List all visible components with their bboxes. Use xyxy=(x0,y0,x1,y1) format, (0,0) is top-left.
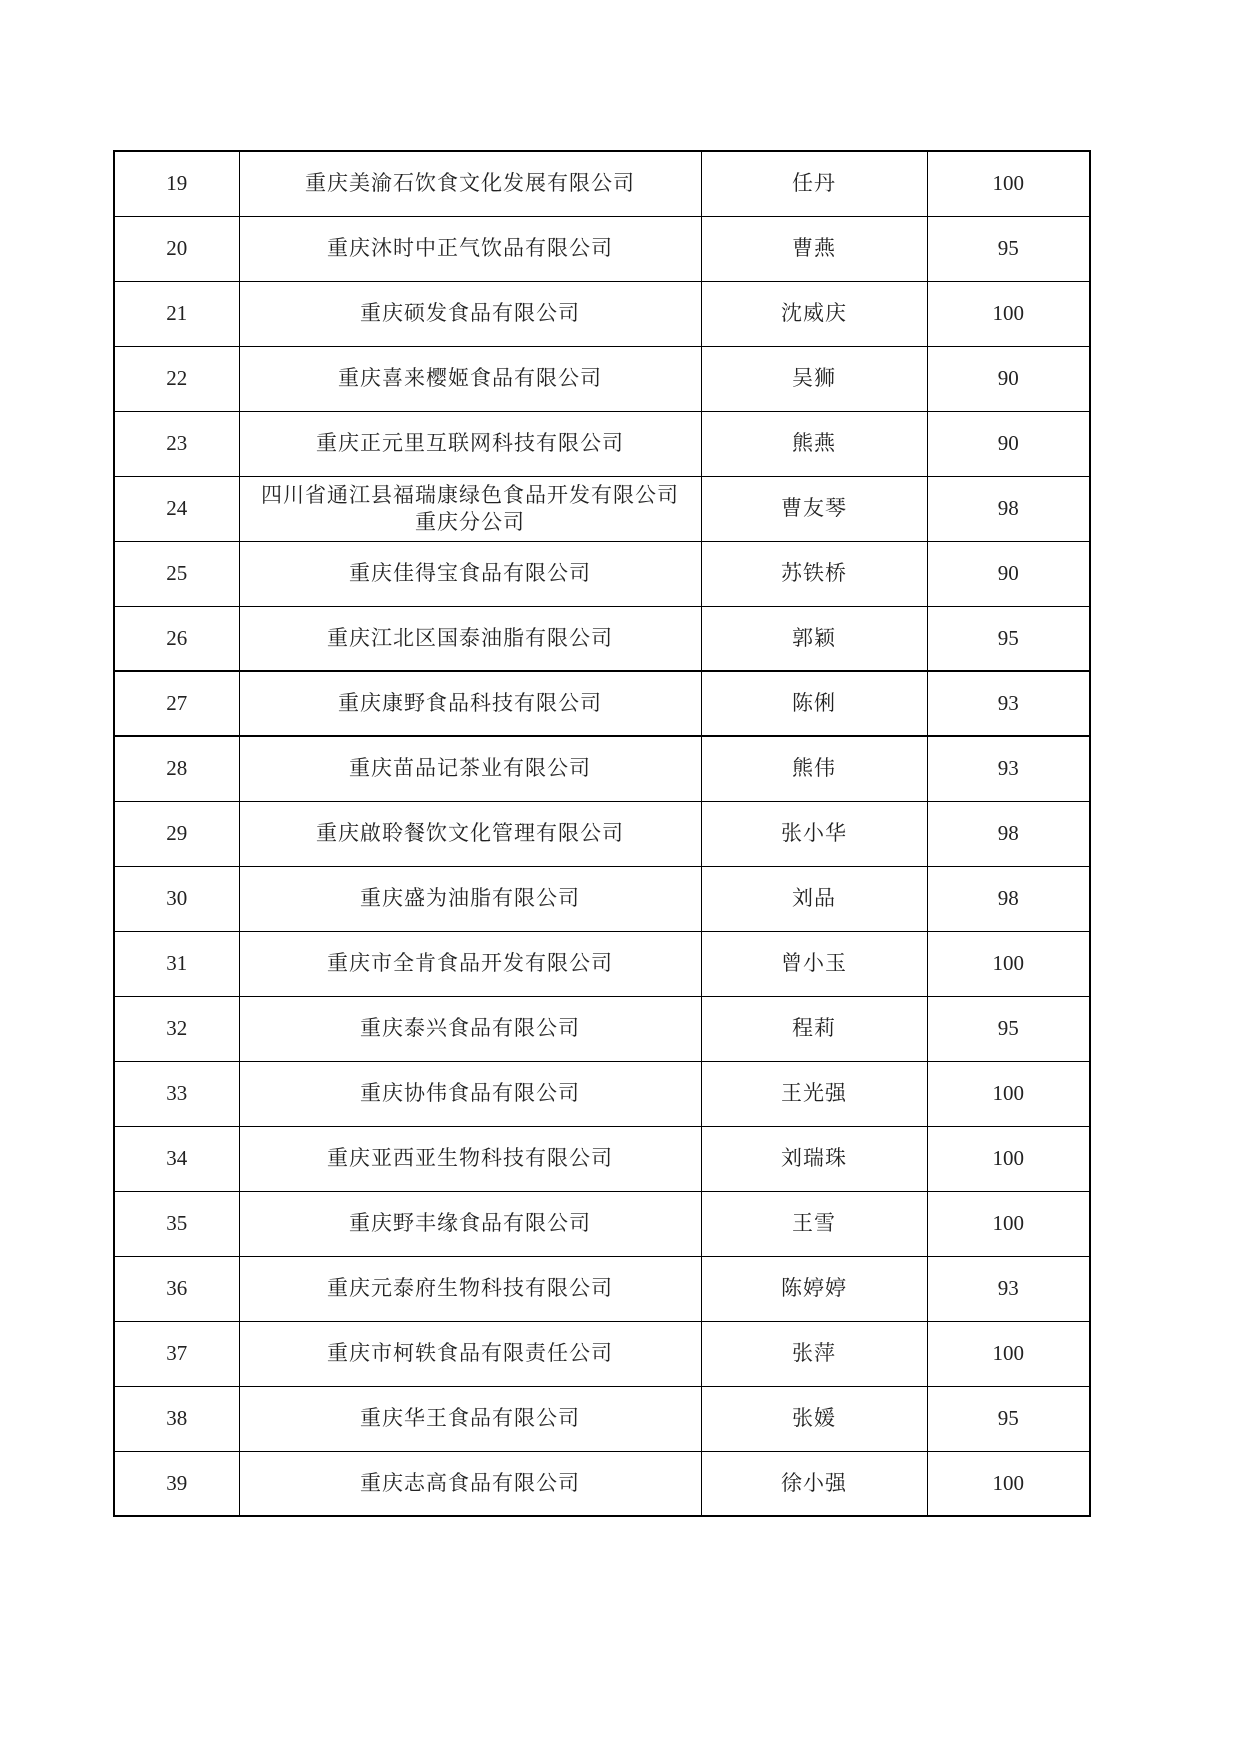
company-cell xyxy=(239,1451,701,1516)
company-name: 重庆美渝石饮食文化发展有限公司 xyxy=(305,171,635,196)
table-row xyxy=(114,346,1090,411)
table-row xyxy=(114,866,1090,931)
person-cell xyxy=(701,1451,927,1516)
row-number-cell xyxy=(114,346,239,411)
score-value: 100 xyxy=(992,1211,1024,1235)
score-cell xyxy=(927,476,1090,541)
roster-table xyxy=(113,150,1091,1517)
company-cell xyxy=(239,866,701,931)
company-cell xyxy=(239,931,701,996)
row-number-cell xyxy=(114,411,239,476)
score-cell xyxy=(927,736,1090,801)
person-name: 徐小强 xyxy=(781,1470,847,1495)
row-number: 35 xyxy=(166,1211,188,1235)
table-row xyxy=(114,606,1090,671)
score-value: 100 xyxy=(992,951,1024,975)
score-cell xyxy=(927,801,1090,866)
table-row xyxy=(114,151,1090,216)
person-cell xyxy=(701,996,927,1061)
person-cell xyxy=(701,476,927,541)
row-number-cell xyxy=(114,996,239,1061)
company-name: 重庆佳得宝食品有限公司 xyxy=(349,561,591,585)
company-name: 重庆协伟食品有限公司 xyxy=(360,1081,580,1105)
table-row xyxy=(114,931,1090,996)
score-value: 93 xyxy=(997,1276,1019,1300)
row-number: 22 xyxy=(166,366,188,390)
company-cell xyxy=(239,281,701,346)
score-value: 100 xyxy=(992,1146,1024,1170)
person-cell xyxy=(701,1386,927,1451)
row-number: 21 xyxy=(166,301,188,325)
person-name: 曹燕 xyxy=(792,236,836,260)
score-cell xyxy=(927,281,1090,346)
score-cell xyxy=(927,996,1090,1061)
person-name: 刘瑞珠 xyxy=(781,1146,847,1170)
table-row xyxy=(114,281,1090,346)
row-number-cell xyxy=(114,801,239,866)
score-value: 90 xyxy=(997,366,1019,390)
row-number: 25 xyxy=(166,561,188,585)
table-row xyxy=(114,996,1090,1061)
score-value: 98 xyxy=(997,821,1019,845)
row-number: 36 xyxy=(166,1276,188,1300)
row-number: 27 xyxy=(166,691,188,715)
company-name: 四川省通江县福瑞康绿色食品开发有限公司 xyxy=(261,482,679,507)
score-cell xyxy=(927,1126,1090,1191)
row-number: 37 xyxy=(166,1341,188,1365)
person-cell xyxy=(701,1256,927,1321)
table-row xyxy=(114,1191,1090,1256)
row-number-cell xyxy=(114,866,239,931)
person-cell xyxy=(701,1126,927,1191)
score-value: 93 xyxy=(997,691,1019,715)
company-cell xyxy=(239,1126,701,1191)
row-number-cell xyxy=(114,541,239,606)
person-name: 吴狮 xyxy=(792,366,836,390)
person-cell xyxy=(701,541,927,606)
company-name: 重庆啟聆餐饮文化管理有限公司 xyxy=(316,821,624,845)
person-name: 王雪 xyxy=(792,1211,836,1235)
score-value: 100 xyxy=(992,1341,1024,1365)
score-cell xyxy=(927,671,1090,736)
company-name: 重庆亚西亚生物科技有限公司 xyxy=(327,1146,613,1170)
row-number-cell xyxy=(114,476,239,541)
person-name: 曹友琴 xyxy=(781,496,847,520)
company-name: 重庆苗品记茶业有限公司 xyxy=(349,756,591,781)
row-number: 32 xyxy=(166,1016,188,1040)
person-cell xyxy=(701,1061,927,1126)
person-name: 张小华 xyxy=(781,821,847,845)
table-row xyxy=(114,216,1090,281)
company-name: 重庆野丰缘食品有限公司 xyxy=(349,1211,591,1235)
row-number-cell xyxy=(114,606,239,671)
score-cell xyxy=(927,1191,1090,1256)
person-cell xyxy=(701,866,927,931)
row-number-cell xyxy=(114,216,239,281)
row-number-cell xyxy=(114,1126,239,1191)
table-row xyxy=(114,476,1090,541)
row-number: 38 xyxy=(166,1406,188,1430)
row-number: 34 xyxy=(166,1146,188,1170)
table-row xyxy=(114,411,1090,476)
person-name: 陈俐 xyxy=(792,691,836,715)
score-cell xyxy=(927,411,1090,476)
person-name: 程莉 xyxy=(792,1016,836,1040)
person-cell xyxy=(701,931,927,996)
row-number: 39 xyxy=(166,1470,188,1495)
company-cell xyxy=(239,736,701,801)
row-number: 26 xyxy=(166,625,188,650)
company-name: 重庆泰兴食品有限公司 xyxy=(360,1016,580,1040)
person-cell xyxy=(701,801,927,866)
company-cell xyxy=(239,151,701,216)
score-cell xyxy=(927,216,1090,281)
company-name: 重庆正元里互联网科技有限公司 xyxy=(316,431,624,455)
company-name: 重庆元泰府生物科技有限公司 xyxy=(327,1276,613,1300)
company-cell xyxy=(239,801,701,866)
row-number-cell xyxy=(114,1386,239,1451)
person-cell xyxy=(701,151,927,216)
company-cell xyxy=(239,411,701,476)
person-name: 沈威庆 xyxy=(781,301,847,325)
company-name: 重庆志高食品有限公司 xyxy=(360,1470,580,1495)
company-name: 重庆喜来樱姬食品有限公司 xyxy=(338,366,602,390)
person-name: 张萍 xyxy=(792,1341,836,1365)
score-cell xyxy=(927,866,1090,931)
score-cell xyxy=(927,151,1090,216)
table-row xyxy=(114,1321,1090,1386)
company-cell xyxy=(239,1386,701,1451)
roster-table-body xyxy=(114,151,1090,1516)
score-value: 95 xyxy=(997,1016,1019,1040)
person-cell xyxy=(701,281,927,346)
score-cell xyxy=(927,1386,1090,1451)
row-number-cell xyxy=(114,671,239,736)
company-cell xyxy=(239,1061,701,1126)
company-name: 重庆康野食品科技有限公司 xyxy=(338,691,602,715)
row-number-cell xyxy=(114,1321,239,1386)
score-value: 100 xyxy=(992,171,1024,196)
row-number: 24 xyxy=(166,496,188,520)
table-row xyxy=(114,1061,1090,1126)
company-name: 重庆市柯轶食品有限责任公司 xyxy=(327,1341,613,1365)
person-name: 任丹 xyxy=(792,171,836,196)
row-number-cell xyxy=(114,1451,239,1516)
table-row xyxy=(114,1256,1090,1321)
company-name: 重庆沐时中正气饮品有限公司 xyxy=(327,236,613,260)
company-name: 重庆市全肯食品开发有限公司 xyxy=(327,951,613,975)
row-number: 29 xyxy=(166,821,188,845)
person-cell xyxy=(701,606,927,671)
row-number-cell xyxy=(114,931,239,996)
score-value: 100 xyxy=(992,1081,1024,1105)
table-row xyxy=(114,671,1090,736)
person-name: 张媛 xyxy=(792,1406,836,1430)
person-cell xyxy=(701,411,927,476)
table-row xyxy=(114,1451,1090,1516)
score-value: 93 xyxy=(997,756,1019,781)
score-cell xyxy=(927,1061,1090,1126)
score-value: 95 xyxy=(997,625,1019,650)
person-cell xyxy=(701,346,927,411)
person-name: 刘品 xyxy=(792,886,836,910)
person-name: 熊燕 xyxy=(792,431,836,455)
score-value: 100 xyxy=(992,1470,1024,1495)
score-cell xyxy=(927,606,1090,671)
person-cell xyxy=(701,736,927,801)
score-value: 95 xyxy=(997,1406,1019,1430)
person-cell xyxy=(701,216,927,281)
person-name: 陈婷婷 xyxy=(781,1276,847,1300)
row-number: 23 xyxy=(166,431,188,455)
row-number-cell xyxy=(114,736,239,801)
company-name: 重庆硕发食品有限公司 xyxy=(360,301,580,325)
row-number: 19 xyxy=(166,171,188,196)
company-cell xyxy=(239,1256,701,1321)
score-value: 90 xyxy=(997,431,1019,455)
row-number-cell xyxy=(114,151,239,216)
company-cell xyxy=(239,1191,701,1256)
company-cell xyxy=(239,996,701,1061)
table-row xyxy=(114,1386,1090,1451)
company-name-line2: 重庆分公司 xyxy=(415,509,525,534)
person-name: 曾小玉 xyxy=(781,951,847,975)
person-cell xyxy=(701,671,927,736)
score-cell xyxy=(927,931,1090,996)
company-name: 重庆盛为油脂有限公司 xyxy=(360,886,580,910)
person-name: 熊伟 xyxy=(792,756,836,781)
row-number-cell xyxy=(114,1191,239,1256)
row-number: 28 xyxy=(166,756,188,781)
table-row xyxy=(114,801,1090,866)
row-number-cell xyxy=(114,281,239,346)
company-cell xyxy=(239,606,701,671)
row-number: 30 xyxy=(166,886,188,910)
company-name: 重庆江北区国泰油脂有限公司 xyxy=(327,625,613,650)
table-row xyxy=(114,1126,1090,1191)
person-name: 郭颖 xyxy=(792,625,836,650)
person-name: 王光强 xyxy=(781,1081,847,1105)
person-cell xyxy=(701,1191,927,1256)
score-value: 100 xyxy=(992,301,1024,325)
person-cell xyxy=(701,1321,927,1386)
company-cell xyxy=(239,541,701,606)
row-number: 20 xyxy=(166,236,188,260)
table-row xyxy=(114,736,1090,801)
score-cell xyxy=(927,541,1090,606)
score-cell xyxy=(927,1451,1090,1516)
score-cell xyxy=(927,1321,1090,1386)
score-value: 98 xyxy=(997,496,1019,520)
row-number: 31 xyxy=(166,951,188,975)
company-cell xyxy=(239,1321,701,1386)
row-number-cell xyxy=(114,1061,239,1126)
company-cell xyxy=(239,671,701,736)
score-cell xyxy=(927,346,1090,411)
score-value: 98 xyxy=(997,886,1019,910)
row-number: 33 xyxy=(166,1081,188,1105)
score-cell xyxy=(927,1256,1090,1321)
company-cell xyxy=(239,476,701,541)
score-value: 95 xyxy=(997,236,1019,260)
row-number-cell xyxy=(114,1256,239,1321)
company-cell xyxy=(239,346,701,411)
person-name: 苏铁桥 xyxy=(781,561,847,585)
company-name: 重庆华王食品有限公司 xyxy=(360,1406,580,1430)
table-row xyxy=(114,541,1090,606)
score-value: 90 xyxy=(997,561,1019,585)
company-cell xyxy=(239,216,701,281)
